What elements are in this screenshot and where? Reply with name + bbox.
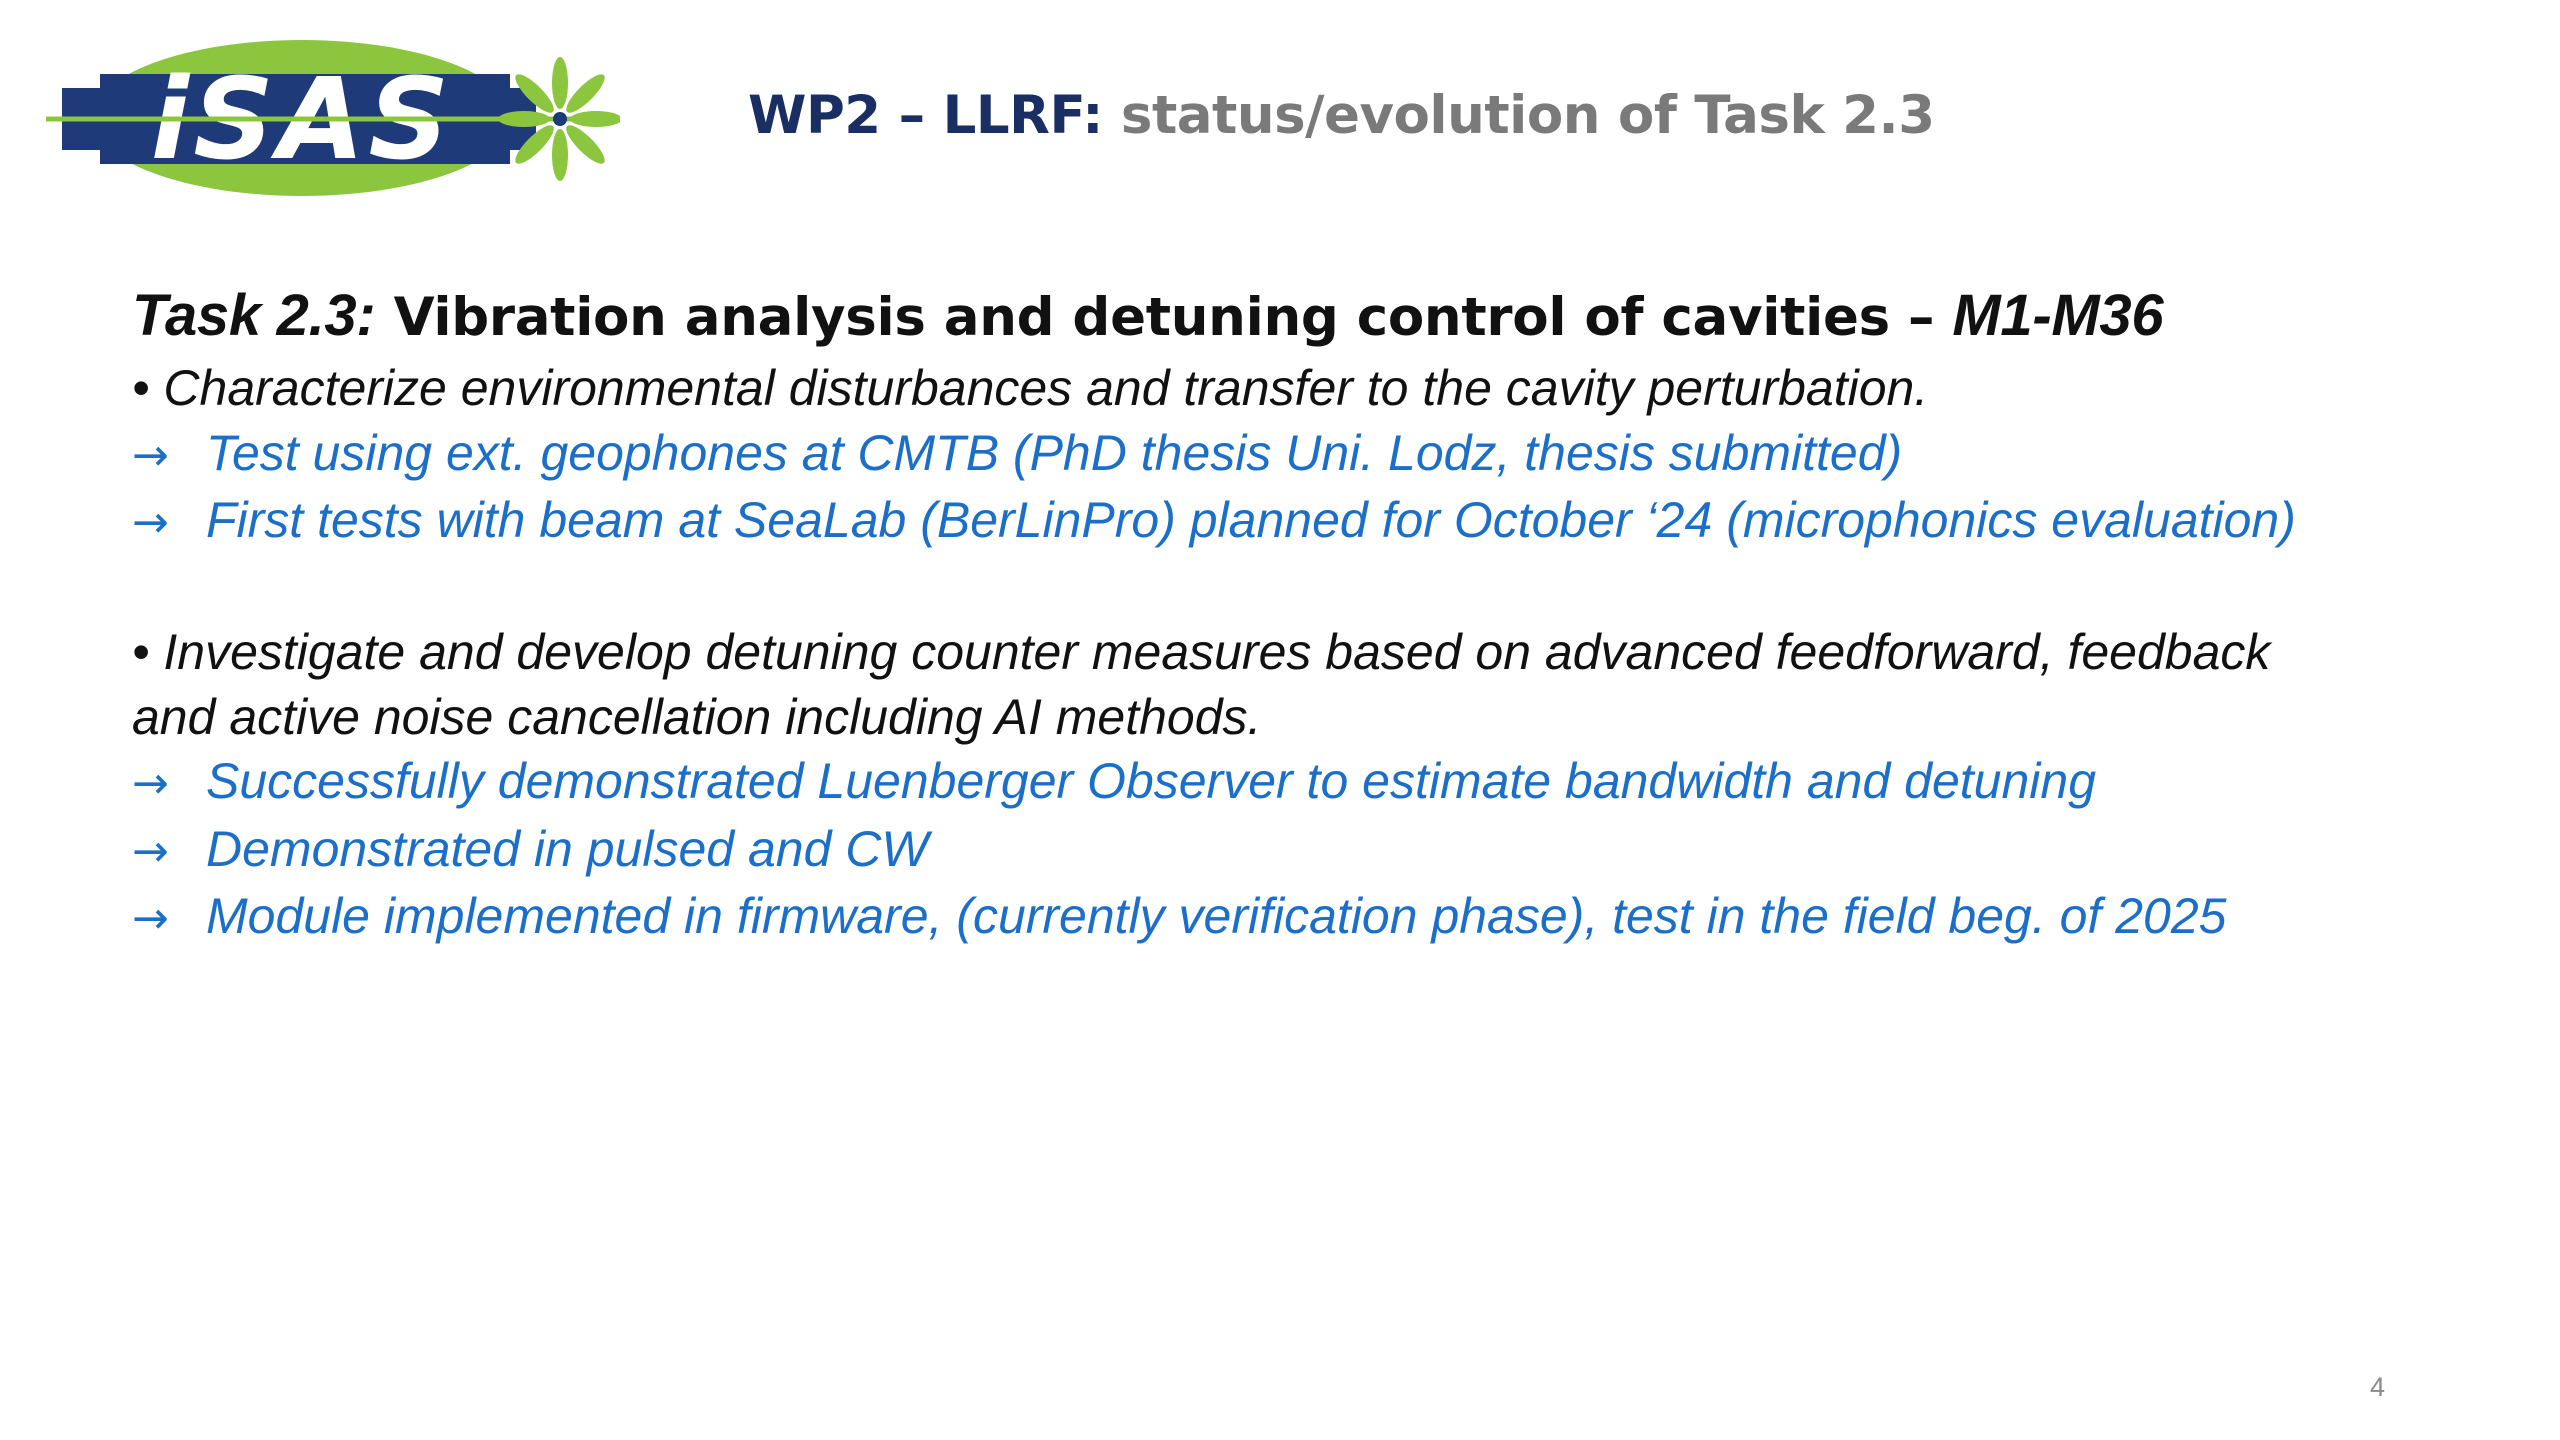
sub-item-text: Module implemented in firmware, (currently verification phase), test in the field beg. of 2025 xyxy=(206,888,2227,944)
bullet-investigate-line2: and active noise cancellation including AI methods. xyxy=(132,688,1262,745)
arrow-icon: → xyxy=(132,758,169,809)
isas-logo xyxy=(40,30,620,200)
spacer xyxy=(132,556,2462,621)
slide-title-sub: status/evolution of Task 2.3 xyxy=(1120,85,1935,146)
arrow-icon: → xyxy=(132,825,169,877)
slide-title xyxy=(748,78,1935,154)
arrow-icon: → xyxy=(132,429,169,481)
task-heading xyxy=(132,278,2462,356)
sub-item-geophones xyxy=(132,421,2462,489)
task-title: Vibration analysis and detuning control of cavities – xyxy=(393,287,1935,348)
sub-item-text: First tests with beam at SeaLab (BerLinPro) planned for October ‘24 (microphonics evaluation) xyxy=(206,492,2296,548)
sub-item-text: Demonstrated in pulsed and CW xyxy=(206,820,929,877)
sub-item-pulsed-cw xyxy=(132,817,2462,885)
arrow-icon: → xyxy=(132,497,169,548)
task-months: M1-M36 xyxy=(1952,283,2164,348)
slide-title-main: WP2 – LLRF: xyxy=(748,85,1103,146)
sub-item-luenberger xyxy=(132,749,2462,817)
slide-content xyxy=(132,278,2462,952)
arrow-icon: → xyxy=(132,893,169,944)
svg-text:iSAS: iSAS xyxy=(150,55,454,185)
sub-item-text: Test using ext. geophones at CMTB (PhD thesis Uni. Lodz, thesis submitted) xyxy=(206,424,1903,481)
bullet-characterize: • Characterize environmental disturbances and transfer to the cavity perturbation. xyxy=(132,360,1929,416)
sub-item-firmware xyxy=(132,884,2462,952)
sub-item-sealab xyxy=(132,488,2462,556)
bullet-investigate-line1: • Investigate and develop detuning counter measures based on advanced feedforward, feedback xyxy=(132,624,2271,680)
task-label: Task 2.3: xyxy=(132,283,376,348)
sub-item-text: Successfully demonstrated Luenberger Observer to estimate bandwidth and detuning xyxy=(206,753,2097,809)
page-number: 4 xyxy=(2370,1372,2386,1402)
